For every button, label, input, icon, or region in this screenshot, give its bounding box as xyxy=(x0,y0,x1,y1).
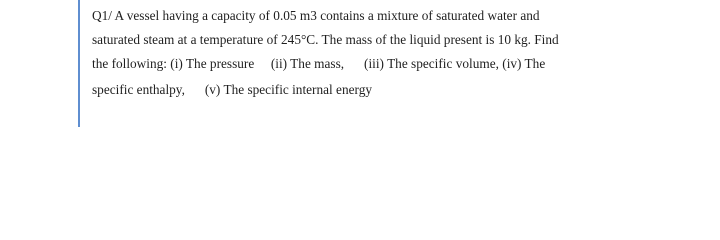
question-line-4: specific enthalpy, (v) The specific internal energy xyxy=(92,82,372,97)
left-margin-rule xyxy=(78,0,80,127)
question-line-2: saturated steam at a temperature of 245°C. The mass of the liquid present is 10 kg. Find xyxy=(92,32,559,47)
question-line-3: the following: (i) The pressure (ii) The mass, (iii) The specific volume, (iv) The xyxy=(92,56,546,71)
question-line-1: Q1/ A vessel having a capacity of 0.05 m3 contains a mixture of saturated water and xyxy=(92,8,540,23)
